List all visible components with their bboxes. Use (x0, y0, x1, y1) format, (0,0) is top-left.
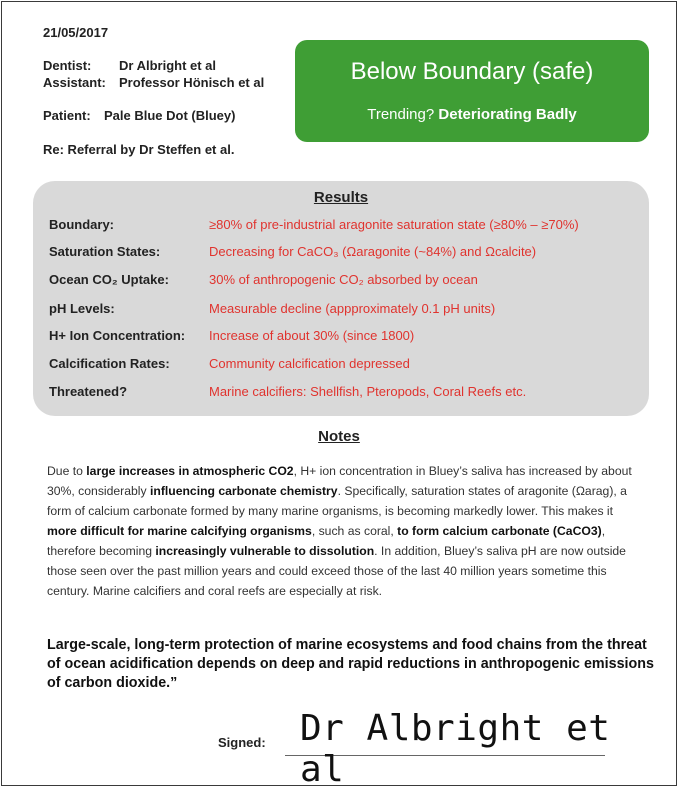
notes-text: , such as coral, (311, 524, 398, 538)
closing-quote: Large-scale, long-term protection of marine ecosystems and food chains from the threat of ocean acidification depends on deep and rapid reductions in anthropogenic emissions of carbon dioxide.” (47, 637, 654, 691)
result-label: Threatened? (49, 384, 128, 399)
result-row (49, 217, 639, 237)
notes-emphasis: large increases in atmospheric CO2 (86, 464, 294, 478)
trend-label: Trending? (367, 106, 435, 123)
assistant-value: Professor Hönisch et al (119, 75, 265, 90)
dentist-value: Dr Albright et al (119, 58, 217, 73)
notes-text: . Specifically, saturation states of aragonite (Ωarag), a form of calcium carbonate formed by many marine organisms, is becoming markedly lower. This makes it (47, 484, 627, 518)
notes-emphasis: more difficult for marine calcifying organisms (47, 524, 312, 538)
assistant-label: Assistant: (43, 75, 106, 90)
result-label: Calcification Rates: (49, 356, 170, 371)
notes-text: . In addition, Bluey’s saliva pH are now outside those seen over the past million years and could exceed those of the last 40 million years sometime this century. Marine calcifiers and coral reefs are especially at risk. (47, 544, 626, 598)
dentist-line (43, 58, 216, 73)
notes-text: , therefore becoming (47, 524, 606, 558)
notes-emphasis: increasingly vulnerable to dissolution (155, 544, 375, 558)
signed-label: Signed: (218, 735, 266, 750)
status-badge (295, 40, 649, 142)
dentist-label: Dentist: (43, 58, 92, 73)
status-trend (295, 106, 649, 123)
patient-label: Patient: (43, 108, 91, 123)
document-date: 21/05/2017 (43, 25, 109, 40)
status-title: Below Boundary (safe) (350, 58, 594, 85)
result-value: Community calcification depressed (209, 356, 410, 371)
result-value: Decreasing for CaCO₃ (Ωaragonite (~84%) and Ωcalcite) (209, 244, 537, 259)
referral-line: Re: Referral by Dr Steffen et al. (43, 142, 235, 157)
notes-paragraph (47, 461, 645, 601)
results-heading: Results (313, 189, 369, 206)
result-value: Measurable decline (appproximately 0.1 pH units) (209, 301, 496, 316)
result-value: Marine calcifiers: Shellfish, Pteropods, Coral Reefs etc. (209, 384, 527, 399)
result-row (49, 301, 639, 321)
result-row (49, 272, 639, 292)
result-label: Boundary: (49, 217, 114, 232)
notes-text: , H+ ion concentration in Bluey’s saliva has increased by about 30%, considerably (47, 464, 632, 498)
result-label: Ocean CO₂ Uptake: (49, 272, 169, 287)
trend-value: Deteriorating Badly (438, 106, 577, 123)
result-row (49, 384, 639, 404)
result-value: 30% of anthropogenic CO₂ absorbed by ocean (209, 272, 478, 287)
result-label: H+ Ion Concentration: (49, 328, 186, 343)
result-value: Increase of about 30% (since 1800) (209, 328, 415, 343)
notes-emphasis: to form calcium carbonate (CaCO3) (397, 524, 602, 538)
results-panel (33, 181, 649, 416)
notes-heading: Notes (318, 428, 360, 445)
result-label: Saturation States: (49, 244, 161, 259)
result-label: pH Levels: (49, 301, 115, 316)
assistant-line (43, 75, 264, 90)
signature: Dr Albright et al (300, 708, 611, 790)
referral-document (1, 1, 677, 790)
result-value: ≥80% of pre-industrial aragonite saturation state (≥80% – ≥70%) (209, 217, 579, 232)
result-row (49, 356, 639, 376)
patient-line (43, 108, 235, 123)
result-row (49, 328, 639, 348)
notes-emphasis: influencing carbonate chemistry (149, 484, 338, 498)
patient-value: Pale Blue Dot (Bluey) (104, 108, 236, 123)
notes-text: Due to (47, 464, 87, 478)
result-row (49, 244, 639, 264)
